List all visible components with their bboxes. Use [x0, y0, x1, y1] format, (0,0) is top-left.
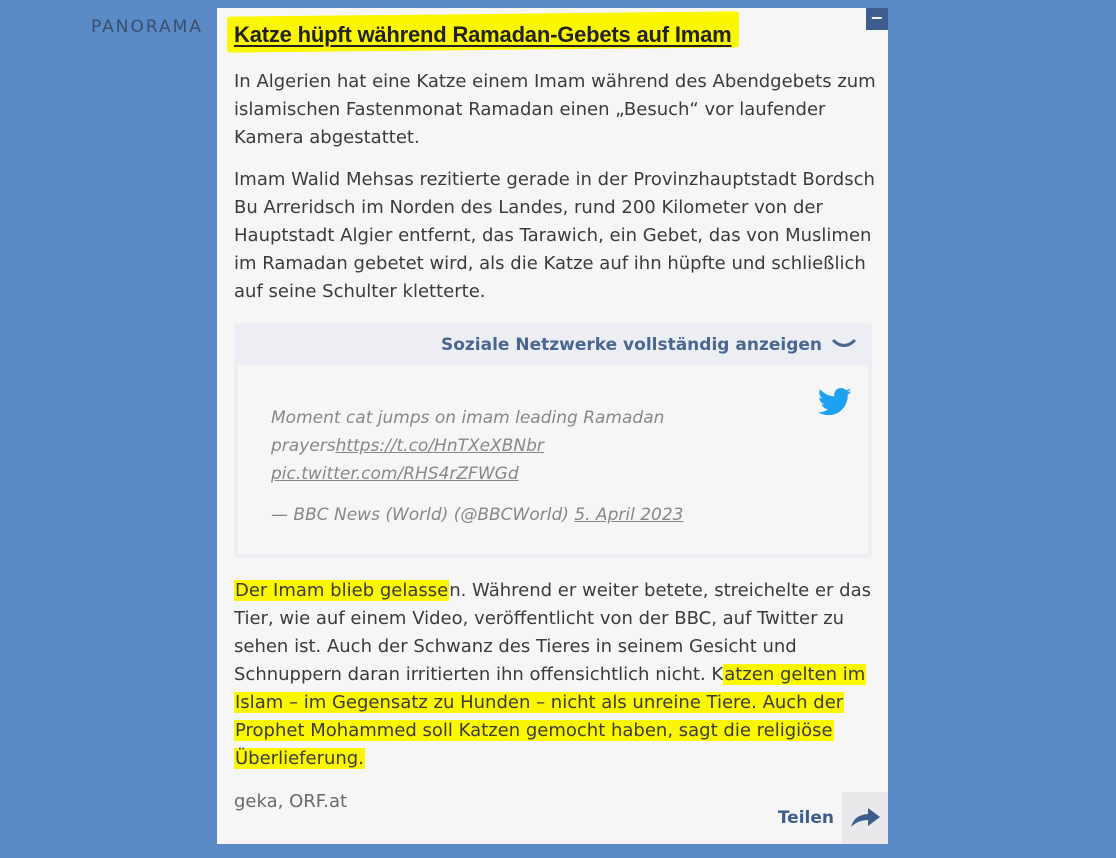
tweet-author: — BBC News (World) (@BBCWorld)	[271, 505, 575, 525]
social-toggle-label[interactable]: Soziale Netzwerke vollständig anzeigen	[440, 335, 822, 355]
tweet-byline	[271, 505, 683, 525]
article-paragraph-1: In Algerien hat eine Katze einem Imam während des Abendgebets zum islamischen Fastenmonat Ramadan einen „Besuch“ vor laufender Kamera abgestattet.	[234, 71, 876, 148]
tweet-text-plain: Moment cat jumps on imam leading Ramadan prayers	[271, 408, 665, 456]
share-arrow-icon[interactable]	[842, 792, 888, 844]
tweet-pic-link[interactable]: pic.twitter.com/RHS4rZFWGd	[271, 464, 519, 484]
article-title[interactable]: Katze hüpft während Ramadan-Gebets auf Imam	[234, 22, 732, 47]
tweet-date-link[interactable]: 5. April 2023	[574, 505, 684, 525]
tweet-text	[271, 404, 691, 488]
article-paragraph-3	[234, 577, 879, 773]
tweet-link[interactable]: https://t.co/HnTXeXBNbr	[335, 436, 544, 456]
article-card	[217, 8, 888, 844]
chevron-down-icon[interactable]	[832, 338, 856, 352]
tweet-embed	[238, 365, 868, 554]
share-arrow-icon-svg	[848, 805, 882, 831]
share-button[interactable]	[778, 792, 888, 844]
highlight-span: atzen gelten im Islam – im Gegensatz zu Hunden – nicht als unreine Tiere. Auch der Prophet Mohammed soll Katzen gemocht haben, sagt die religiöse Überlieferung.	[235, 664, 866, 769]
author-credit: geka, ORF.at	[234, 791, 348, 812]
article-paragraph-2: Imam Walid Mehsas rezitierte gerade in der Provinzhauptstadt Bordsch Bu Arreridsch im Norden des Landes, rund 200 Kilometer von der Hauptstadt Algier entfernt, das Tarawich, ein Gebet, das von Muslimen im Ramadan gebetet wird, als die Katze auf ihn hüpfte und schließlich auf seine Schulter kletterte.	[234, 169, 875, 302]
social-toggle[interactable]	[441, 335, 856, 355]
paragraph-3-text: n. Während er weiter betete, streichelte er das Tier, wie auf einem Video, veröffentlicht von der BBC, auf Twitter zu sehen ist. Auch der Schwanz des Tieres in seinem Gesicht und Schnuppern daran irritierten ihn offensichtlich nicht. K	[234, 580, 872, 685]
share-label[interactable]: Teilen	[777, 808, 834, 828]
highlight-span: Der Imam blieb gelasse	[235, 580, 449, 601]
twitter-bird-icon[interactable]	[818, 387, 852, 417]
section-label: PANORAMA	[91, 17, 203, 37]
collapse-button[interactable]: −	[866, 8, 888, 30]
social-embed	[234, 323, 872, 558]
